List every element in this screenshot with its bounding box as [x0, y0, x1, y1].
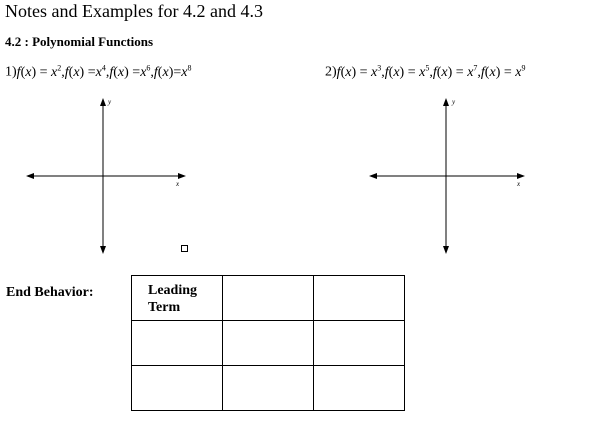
end-behavior-label: End Behavior: [6, 285, 94, 300]
end-behavior-table [131, 275, 405, 411]
problem-1 [5, 63, 191, 81]
function-2: $f(x) =x^4$, [64, 63, 110, 80]
table-cell[interactable] [314, 276, 405, 321]
table-cell[interactable] [132, 321, 223, 366]
table-cell[interactable] [223, 276, 314, 321]
axes-graph-1 [20, 92, 190, 262]
table-cell[interactable] [132, 366, 223, 411]
function-1: $f(x) = x^3$, [336, 63, 385, 80]
function-3: $f(x) = x^7$, [432, 63, 481, 80]
x-axis-arrow-right [517, 173, 525, 179]
header-line-2: Term [148, 300, 181, 315]
y-axis-label: y [108, 98, 112, 106]
table-row [132, 366, 405, 411]
function-4: $f(x)=x^8$ [153, 63, 192, 80]
x-axis-arrow-left [26, 173, 34, 179]
y-axis-arrow-up [443, 98, 449, 106]
section-name: Polynomial Functions [32, 34, 154, 49]
section-separator: : [21, 34, 33, 49]
problem-number: 1) [5, 64, 17, 80]
y-axis-arrow-down [443, 246, 449, 254]
table-header-cell [132, 276, 223, 321]
table-row [132, 321, 405, 366]
x-axis-label: x [176, 180, 180, 188]
table-cell[interactable] [223, 366, 314, 411]
y-axis-arrow-up [100, 98, 106, 106]
section-number: 4.2 [5, 34, 22, 49]
section-heading [5, 34, 153, 50]
function-3: $f(x) =x^6$, [109, 63, 154, 80]
x-axis-label: x [517, 180, 521, 188]
table-cell[interactable] [314, 366, 405, 411]
y-axis-label: y [452, 98, 456, 106]
table-row [132, 276, 405, 321]
function-1: $f(x) = x^2$, [16, 63, 65, 80]
y-axis-arrow-down [100, 246, 106, 254]
function-4: $f(x) = x^9$ [480, 63, 526, 80]
checkbox-square[interactable] [181, 245, 188, 252]
problem-2 [325, 63, 525, 81]
document-title: Notes and Examples for 4.2 and 4.3 [5, 1, 263, 21]
x-axis-arrow-left [369, 173, 377, 179]
x-axis-arrow-right [178, 173, 186, 179]
header-line-1: Leading [148, 283, 198, 298]
table-cell[interactable] [314, 321, 405, 366]
axes-graph-2 [363, 92, 533, 262]
function-2: $f(x) = x^5$, [384, 63, 433, 80]
table-cell[interactable] [223, 321, 314, 366]
problem-number: 2) [325, 64, 337, 80]
